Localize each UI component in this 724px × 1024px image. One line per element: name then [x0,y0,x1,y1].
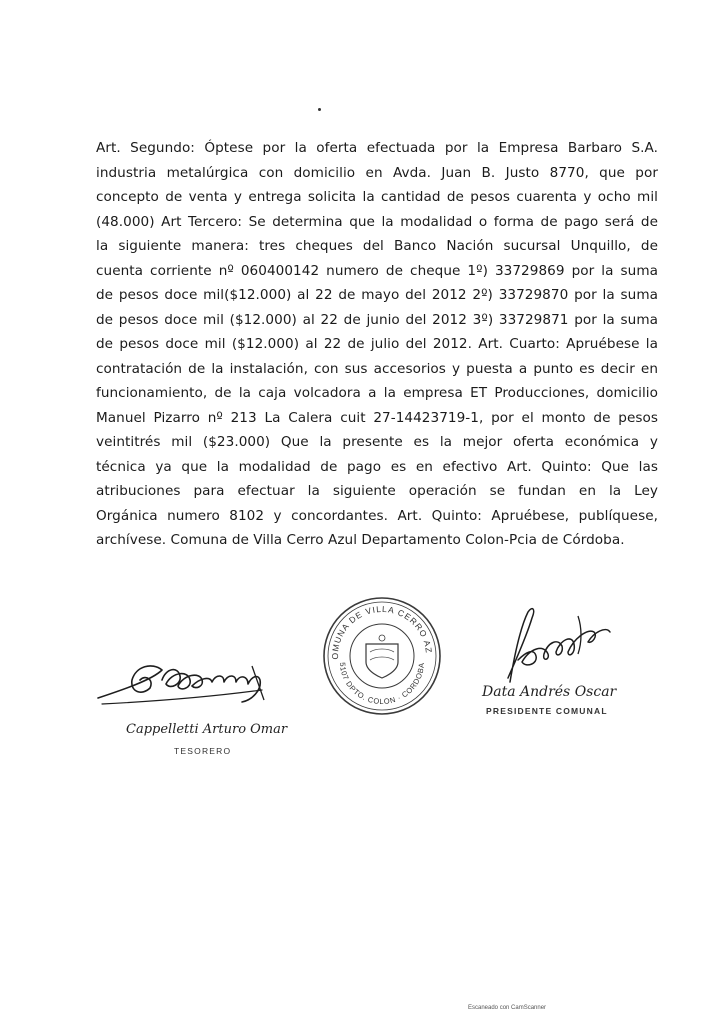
seal-graphic [318,592,446,720]
treasurer-name: Cappelletti Arturo Omar [126,722,288,737]
president-signature-block [470,598,650,728]
stray-mark [318,108,321,111]
text-line: industria metalúrgica con domicilio en Avda. Juan B. Justo 8770, que por [96,164,658,181]
president-signature-scribble [470,598,650,688]
text-line: funcionamiento, de la caja volcadora a la empresa ET Producciones, domicilio [96,385,658,401]
text-line: contratación de la instalación, con sus accesorios y puesta a punto es decir en [96,360,658,377]
scanner-watermark: Escaneado con CamScanner [468,1005,547,1011]
president-name: Data Andrés Oscar [482,684,617,700]
text-line: de pesos doce mil($12.000) al 22 de mayo del 2012 2º) 33729870 por la suma [96,287,658,303]
text-line: veintitrés mil ($23.000) Que la presente es la mejor oferta económica y [96,434,658,450]
text-line: Orgánica numero 8102 y concordantes. Art. Quinto: Apruébese, publíquese, [96,507,658,524]
text-line: técnica ya que la modalidad de pago es en efectivo Art. Quinto: Que las [96,458,658,475]
resolution-body-text [96,136,658,553]
treasurer-signature-block [92,640,292,770]
text-line: la siguiente manera: tres cheques del Banco Nación sucursal Unquillo, de [96,238,658,254]
treasurer-role: TESORERO [174,746,232,756]
text-line: atribuciones para efectuar la siguiente operación se fundan en la Ley [96,483,658,499]
treasurer-signature-scribble [92,640,292,720]
svg-text:5107 DPTO. COLON · CORDOBA [338,662,426,706]
text-line: Manuel Pizarro nº 213 La Calera cuit 27-14423719-1, por el monto de pesos [96,409,658,426]
text-line: de pesos doce mil ($12.000) al 22 de junio del 2012 3º) 33729871 por la suma [96,311,658,328]
text-line: cuenta corriente nº 060400142 numero de cheque 1º) 33729869 por la suma [96,262,658,279]
text-line: de pesos doce mil ($12.000) al 22 de julio del 2012. Art. Cuarto: Apruébese la [96,336,658,352]
text-line: concepto de venta y entrega solicita la cantidad de pesos cuarenta y ocho mil [96,189,658,205]
text-line: Art. Segundo: Óptese por la oferta efectuada por la Empresa Barbaro S.A. [96,140,658,156]
seal-top-text: OMUNA DE VILLA CERRO AZ [329,603,435,660]
seal-bottom-text: 5107 DPTO. COLON · CORDOBA [337,661,427,707]
text-line: archívese. Comuna de Villa Cerro Azul Departamento Colon-Pcia de Córdoba. [96,532,625,548]
commune-seal [318,592,446,720]
text-line: (48.000) Art Tercero: Se determina que la modalidad o forma de pago será de [96,213,658,230]
president-role: PRESIDENTE COMUNAL [486,706,608,716]
